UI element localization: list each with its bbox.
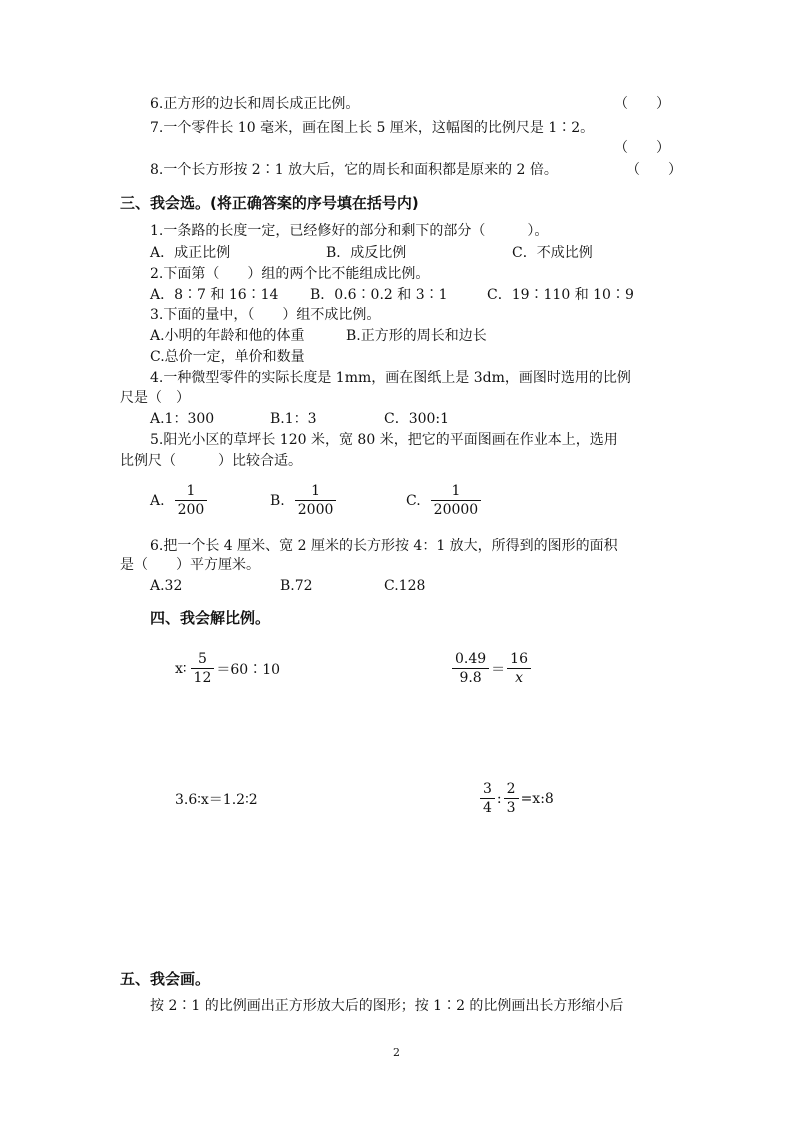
denominator: 20000 (433, 502, 479, 518)
choice-q1-option-a: A．成正比例 (150, 245, 231, 261)
fraction (191, 650, 215, 687)
judge-q8-blank[interactable]: （ ） (626, 162, 682, 178)
choice-q2-option-b: B．0.6∶0.2 和 3∶1 (310, 287, 448, 303)
section-four-title: 四、我会解比例。 (150, 609, 271, 627)
choice-q3: 3.下面的量中，（ ）组不成比例。 (150, 307, 381, 323)
equals-sign: ＝ (491, 661, 506, 678)
fraction (452, 650, 489, 687)
choice-q4-option-b: B.1：3 (270, 411, 317, 427)
denominator: x (515, 670, 524, 686)
section-five-title: 五、我会画。 (120, 970, 211, 988)
numerator: 3 (480, 780, 495, 799)
judge-q6: 6.正方形的边长和周长成正比例。 (150, 96, 360, 112)
judge-q7: 7.一个零件长 10 毫米，画在图上长 5 厘米，这幅图的比例尺是 1∶2。 (150, 120, 595, 136)
choice-q5-option-c (406, 482, 481, 519)
choice-q4-line2: 尺是（ ） (120, 390, 190, 406)
equation-suffix: ＝60∶10 (216, 661, 281, 678)
ratio-colon: : (496, 790, 502, 807)
numerator: 5 (191, 650, 215, 669)
choice-q1-option-c: C．不成比例 (512, 245, 593, 261)
equation-2 (452, 650, 531, 687)
judge-q7-blank[interactable]: （ ） (614, 140, 670, 156)
choice-q3-option-a: A.小明的年龄和他的体重 (150, 328, 305, 344)
equation-3: 3.6∶x＝1.2∶2 (175, 792, 258, 808)
choice-q1-option-b: B．成反比例 (326, 245, 407, 261)
option-label: A. (150, 492, 165, 509)
fraction (480, 780, 495, 817)
fraction (295, 482, 337, 519)
option-label: C. (406, 492, 421, 509)
choice-q2-option-a: A．8∶7 和 16∶14 (150, 287, 279, 303)
choice-q5-option-b (270, 482, 336, 519)
section-three-title: 三、我会选。(将正确答案的序号填在括号内) (120, 194, 419, 212)
choice-q2-option-c: C．19∶110 和 10∶9 (487, 287, 634, 303)
page-number: 2 (393, 1046, 400, 1059)
fraction (175, 482, 208, 519)
judge-q8: 8.一个长方形按 2∶1 放大后，它的周长和面积都是原来的 2 倍。 (150, 162, 558, 178)
choice-q6-option-a: A.32 (150, 578, 183, 594)
equation-4 (480, 780, 554, 817)
fraction (507, 650, 531, 687)
fraction (431, 482, 482, 519)
numerator: 2 (504, 780, 519, 799)
choice-q6-option-c: C.128 (384, 578, 426, 594)
choice-q1: 1.一条路的长度一定，已经修好的部分和剩下的部分（ ）。 (150, 223, 549, 239)
numerator: 16 (507, 650, 531, 669)
choice-q5-line1: 5.阳光小区的草坪长 120 米，宽 80 米，把它的平面图画在作业本上，选用 (150, 432, 618, 448)
choice-q6-line1: 6.把一个长 4 厘米、宽 2 厘米的长方形按 4：1 放大，所得到的图形的面积 (150, 538, 618, 554)
numerator: 1 (431, 482, 482, 501)
denominator: 4 (483, 800, 492, 816)
numerator: 0.49 (452, 650, 489, 669)
choice-q6-line2: 是（ ）平方厘米。 (120, 557, 260, 573)
choice-q5-line2: 比例尺（ ）比较合适。 (120, 453, 302, 469)
choice-q4-option-a: A.1：300 (150, 411, 215, 427)
denominator: 9.8 (459, 670, 482, 686)
choice-q4-line1: 4.一种微型零件的实际长度是 1mm，画在图纸上是 3dm，画图时选用的比例 (150, 370, 631, 386)
choice-q4-option-c: C．300:1 (384, 411, 450, 427)
denominator: 3 (506, 800, 516, 816)
numerator: 1 (175, 482, 208, 501)
numerator: 1 (295, 482, 337, 501)
equation-suffix: =x:8 (520, 790, 554, 807)
fraction (504, 780, 519, 817)
choice-q2: 2.下面第（ ）组的两个比不能组成比例。 (150, 266, 430, 282)
section-five-instruction: 按 2∶1 的比例画出正方形放大后的图形；按 1∶2 的比例画出长方形缩小后 (150, 998, 624, 1014)
denominator: 12 (193, 670, 212, 686)
choice-q3-option-c: C.总价一定，单价和数量 (150, 349, 305, 365)
option-label: B. (270, 492, 285, 509)
choice-q3-option-b: B.正方形的周长和边长 (346, 328, 487, 344)
judge-q6-blank[interactable]: （ ） (614, 96, 670, 112)
denominator: 200 (177, 502, 205, 518)
choice-q6-option-b: B.72 (280, 578, 313, 594)
choice-q5-option-a (150, 482, 207, 519)
equation-prefix: x∶ (175, 660, 187, 677)
equation-1 (175, 650, 280, 687)
denominator: 2000 (297, 502, 334, 518)
